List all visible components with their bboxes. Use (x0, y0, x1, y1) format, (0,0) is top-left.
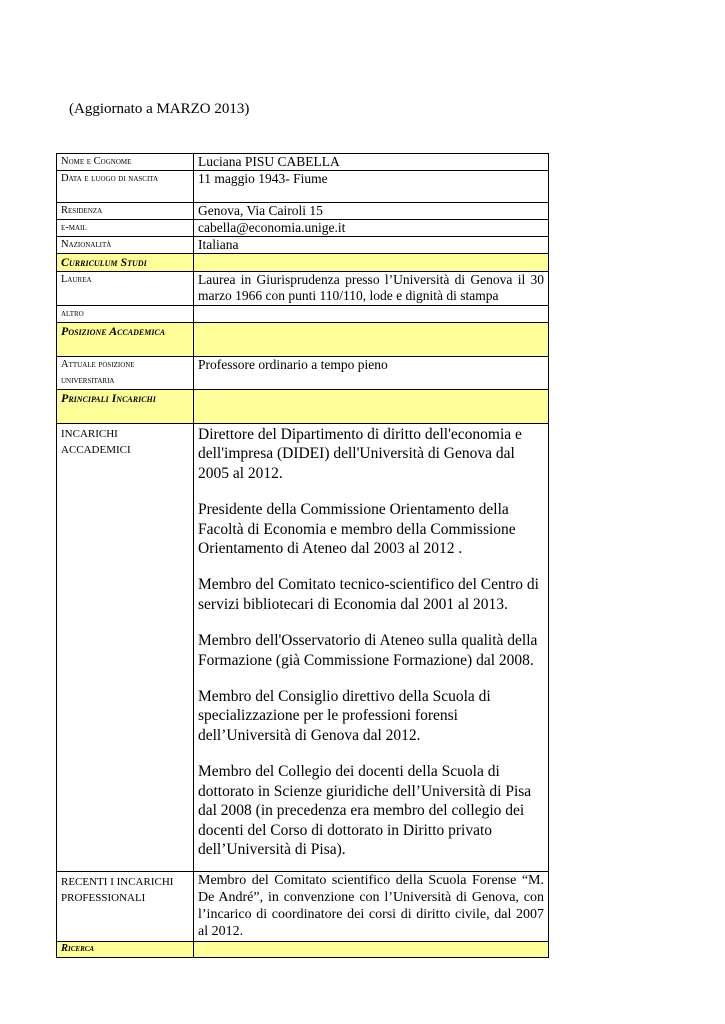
section-roles (57, 390, 549, 424)
academic-role-item: Direttore del Dipartimento di diritto dell'economia e dell'impresa (DIDEI) dell'Università di Genova dal 2005 al 2012. (198, 426, 522, 482)
name-label: Nome e Cognome (57, 154, 194, 171)
degree-value: Laurea in Giurisprudenza presso l’Università di Genova il 30 marzo 1966 con punti 110/110, lode e dignità di stampa (194, 272, 549, 306)
other-label: altro (57, 306, 194, 323)
row-other (57, 306, 549, 323)
row-professional-roles (57, 872, 549, 942)
section-position (57, 323, 549, 357)
birth-label: Data e luogo di nascita (57, 171, 194, 203)
section-curriculum (57, 254, 549, 272)
section-title-curriculum: Curriculum Studi (57, 254, 194, 272)
degree-label: Laurea (57, 272, 194, 306)
section-fill (194, 254, 549, 272)
update-note: (Aggiornato a MARZO 2013) (69, 101, 250, 117)
name-value: Luciana PISU CABELLA (194, 154, 549, 171)
section-title-roles: Principali Incarichi (57, 390, 194, 424)
row-email (57, 220, 549, 237)
birth-value: 11 maggio 1943- Fiume (194, 171, 549, 203)
current-position-value: Professore ordinario a tempo pieno (194, 357, 549, 390)
academic-role-item: Membro dell'Osservatorio di Ateneo sulla qualità della Formazione (già Commissione Formazione) dal 2008. (198, 632, 538, 669)
section-research (57, 942, 549, 958)
section-fill (194, 942, 549, 958)
section-fill (194, 390, 549, 424)
nationality-label: Nazionalità (57, 237, 194, 254)
email-label: e-mail (57, 220, 194, 237)
section-title-position: Posizione Accademica (57, 323, 194, 357)
email-value: cabella@economia.unige.it (194, 220, 549, 237)
professional-roles-label: RECENTI I INCARICHI PROFESSIONALI (57, 872, 194, 942)
professional-roles-value: Membro del Comitato scientifico della Scuola Forense “M. De André”, in convenzione con l’Università di Genova, con l’incarico di coordinatore dei corsi di diritto civile, dal 2007 al 2012. (194, 872, 549, 942)
academic-roles-label: INCARICHI ACCADEMICI (57, 424, 194, 872)
cv-table (56, 153, 549, 958)
academic-role-item: Membro del Collegio dei docenti della Scuola di dottorato in Scienze giuridiche dell’Università di Pisa dal 2008 (in precedenza era membro del collegio dei docenti del Corso di dottorato in Diritto privato dell’Università di Pisa). (198, 763, 532, 858)
other-value (194, 306, 549, 323)
row-degree (57, 272, 549, 306)
row-residence (57, 203, 549, 220)
row-nationality (57, 237, 549, 254)
academic-role-item: Membro del Comitato tecnico-scientifico del Centro di servizi bibliotecari di Economia dal 2001 al 2013. (198, 576, 539, 613)
academic-roles-value (194, 424, 549, 872)
section-title-research: Ricerca (57, 942, 194, 958)
academic-role-item: Membro del Consiglio direttivo della Scuola di specializzazione per le professioni forensi dell’Università di Genova dal 2012. (198, 688, 491, 744)
row-academic-roles (57, 424, 549, 872)
academic-role-item: Presidente della Commissione Orientamento della Facoltà di Economia e membro della Commissione Orientamento di Ateneo dal 2003 al 2012 . (198, 501, 516, 558)
row-current-position (57, 357, 549, 390)
section-fill (194, 323, 549, 357)
nationality-value: Italiana (194, 237, 549, 254)
row-name (57, 154, 549, 171)
residence-label: Residenza (57, 203, 194, 220)
row-birth (57, 171, 549, 203)
residence-value: Genova, Via Cairoli 15 (194, 203, 549, 220)
current-position-label: Attuale posizione universitaria (57, 357, 194, 390)
